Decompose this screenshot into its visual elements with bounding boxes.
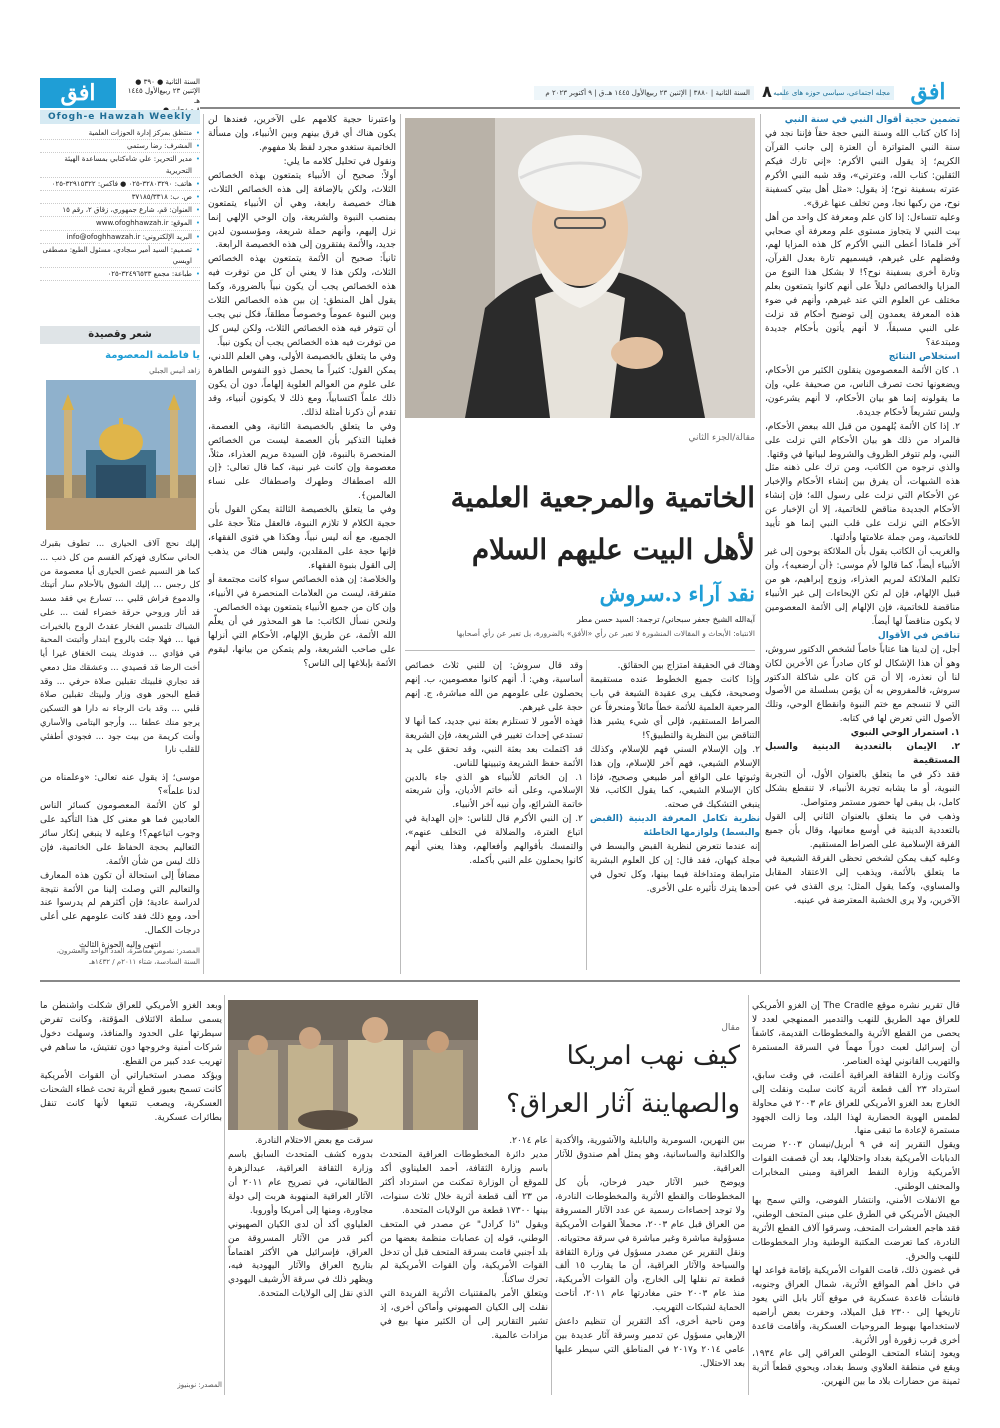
paragraph: بين النهرين، السومرية والبابلية والآشورية، والأكدية والكلدانية والساسانية، وهو يمثل أهم صندوق للآثار العراقية. (555, 1136, 745, 1174)
paragraph: بدوره كشف المتحدث السابق باسم وزارة الثقافة العراقية، عبدالزهرة الطالقاني، في تصريح عام ٢٠١١ أن الآثار العراقية المنهوبة هربت إلى دولة مجاورة، ومنها إلى أمريكا وأوروبا. (228, 1149, 373, 1216)
article2-kicker: مقال (721, 1023, 740, 1033)
imprint-item: • منتظق بمركز إدارة الحوزات العلمية (40, 128, 200, 140)
paragraph: ولنحن نسأل الكاتب: ما هو المحذور في أن يعلّم الله الأئمة، عن طريق الإلهام، الأحكام التي أنزلها على صاحب الشريعة، ولم يتمكن من بيانها، ليقوم الأئمة بإبلاغها إلى الناس؟ (208, 616, 396, 669)
paragraph: إنه عندما نتعرض لنظرية القبض والبسط في مجلة كيهان، فقد قال: إن كل العلوم البشرية مترابطة ومتداخلة فيما بينها، وكل تحول في أحدها يترك تأثيره على الأخرى. (590, 842, 760, 894)
masthead-rule (200, 107, 960, 109)
paragraph: موسى؛ إذ يقول عنه تعالى: «وعلمناه من لدنا علماً»؟ (40, 773, 200, 797)
paragraph: والغريب أن الكاتب يقول بأن الملائكة يوحون إلى غير الأنبياء أيضاً، كما قالوا لأم موسى: ﴿أن أرضعيه﴾، وأن تكليم الملائكة لمريم العذراء، وزوج إبراهيم، هو من قبيل الإلهام، فإن لم تكن الإيحاءات إلى غير الأنبياء مناقضة للخاتمية، فإن الإلهام إلى الأئمة المعصومين لا يكون مناقضاً لها أيضاً. (765, 547, 960, 627)
paragraph: والذي نرجوه من الكاتب، ومن ترك على ذهنه مثل هذه الشبهات، أن يفرق بين إنشاء الأحكام والإخبار عن الأحكام التي نزلت على رسول الله؛ فإن إنشاء الأحكام الجديدة مناقض للخاتمية، إلا أن الإخبار عن الأحكام التي نزلت على قلب النبي إنما هو تأييد للخاتمية، ومن جملة علامتها وأدلتها. (765, 463, 960, 544)
imprint-list (40, 128, 200, 324)
poem-author: زاهد أنيس الجبلي (149, 367, 200, 375)
paragraph: عام ٢٠١٤. (509, 1136, 548, 1146)
paragraph: ونقول في تحليل كلامه ما يلي: (283, 156, 396, 167)
shrine-photo (46, 380, 196, 530)
column-rule (748, 995, 749, 1395)
section-heading: تناقض في الأقوال (877, 630, 960, 641)
article-column-5 (40, 772, 200, 950)
paragraph: وبعد الغزو الأمريكي للعراق شكلت واشنطن ما يسمى سلطة الائتلاف المؤقتة، وكانت تفرض سيطرتها على الحدود والمنافذ، وسهلت دخول شركات أمنية وخروجها دون تفتيش، ما ساهم في تهريب عدد كبير من القطع. (40, 1001, 222, 1067)
column-rule (760, 114, 761, 974)
paragraph: والخلاصة: إن هذه الخصائص سواء كانت مجتمعة أو متفرقة، ليست من العلامات المنحصرة في الأنبياء، وإن كان من جميع الأنبياء يتمتعون بهذه الخصائص. (208, 574, 396, 613)
article2-column-1 (752, 1000, 960, 1395)
brand-tagline: مجله اجتماعی، سیاسی حوزه های علمیه (782, 86, 894, 100)
continuation-note: انتهى وإليه الحوزة الثالث (79, 940, 161, 950)
imprint-item: • المشرف: رضا رستمي (40, 141, 200, 153)
issue-line: الإثنين ٢٣ ربيع‌الأول ١٤٤٥ هـ (127, 87, 200, 105)
paragraph: أولاً: صحيح أن الأنبياء يتمتعون بهذه الخصائص الثلاث، ولكن بالإضافة إلى هذه الخصائص الثلاث، هناك خصيصة رابعة، وهي أن الأنبياء يتمتعون بمنصب النبوة والشريعة، وإن الوحي الإلهي إنما نزل إليهم، وأنهم حملة شريعة، ومؤسسون لدين جديد، والأئمة يفتقرون إلى هذه الخصيصة الرابعة. (208, 170, 396, 251)
paragraph: ويقول التقرير إنه في ٩ أبريل/نيسان ٢٠٠٣ ضربت الدبابات الأمريكية بغداد واحتلالها، بعد أن قصفت القوات الأمريكية وزارة النفط العراقية ومبنى المخابرات والمحتف الوطني. (752, 1140, 961, 1193)
paragraph: وعليه تتساءل: إذا كان علم ومعرفة كل واحد من أهل بيت النبي لا يتجاوز مستوى علم ومعرفة أي صحابي آخر فلماذا أعطى النبي الأكرم كل هذه المزايا لهم، وفضلهم على غيرهم، فيسميهم تارة بعدل القرآن، وتارة أخرى بسفينة نوح؟! لا بشكل هذا النوع من المزايا والخصائص دليلاً على أنهم كانوا يتمتعون بعلم مختلف عن العلوم التي عند غيرهم، وأنهم في ضوء هذه المعرفة يعمدون إلى توضيح أحكام قد نزلت على النبي مسبقاً، لا أنهم يأتون بأحكام جديدة ومبتدعة؟ (765, 212, 960, 348)
article-source: المصدر: نصوص معاصرة، العدد الواحد والعشرون، السنة السادسة، شتاء ٢٠١١م / ١٤٣٢هـ (56, 947, 200, 966)
paragraph: وهناك في الحقيقة امتزاج بين الحقائق. (617, 661, 760, 671)
paragraph: واعتبرنا حجية كلامهم على الآخرين، فعندها لن يكون هناك أي فرق بينهم وبين الأنبياء، وإن مسألة الخاتمية ستغدو مجرد لفظ بلا مفهوم. (208, 115, 396, 153)
column-rule (586, 660, 587, 970)
paragraph: وذهب في ما يتعلق بالعنوان الثاني إلى القول بالتعددية الدينية في أوسع معانيها، وقال بأن جميع الفرقة الإسلامية على الصراط المستقيم. (765, 811, 960, 850)
article-disclaimer: الانتباه: الأبحاث و المقالات المنشورة لا تعبر عن رأي «الأفق» بالضرورة، بل تعبر عن رأي أصحابها (456, 629, 755, 638)
paragraph: فهذه الأمور لا تستلزم بعثة نبي جديد، كما أنها لا تستدعي إحداث تغيير في الشريعة، فإن الشريعة قد اكتملت بعد بعثة النبي، وقد تحقق على يد الأئمة حفظ الشريعة وتبيينها للناس. (405, 716, 583, 769)
paragraph: سرقت مع بعض الاحتلام النادرة. (254, 1136, 373, 1146)
issue-line: السنة الثانية ● ٣٩٠ ● (135, 78, 200, 86)
paragraph: وفي ما يتعلق بالخصيصة الثانية، وهي العصمة، فعلينا التذكير بأن العصمة ليست من الخصائص المنحصرة بالنبوة، فإن السيدة مريم العذراء، مثلاً، معصومة وإن كانت غير نبية، كما قال تعالى: ﴿إن الله اصطفاك وطهرك واصطفاك على نساء العالمين﴾. (208, 421, 396, 502)
article-column-2 (590, 660, 760, 970)
section-divider (40, 980, 960, 982)
paragraph: ٢. إن النبي الأكرم قال للناس: «إن الهداية في اتباع العترة، والضلالة في التخلف عنهم»، والتمسك بأقوالهم وأفعالهم، وهذا يعني أنهم كانوا يحملون علم النبي بأكمله. (405, 814, 583, 867)
article2-source: المصدر: نوبنيوز (177, 1381, 222, 1389)
imprint-item[interactable]: • البريد الإلكتروني: info@ofoghhawzah.ir (40, 232, 200, 244)
paragraph: في غضون ذلك، قامت القوات الأمريكية بإقامة قواعد لها في داخل أهم المواقع الأثرية، شمال العراق وجنوبه، فانشأت قاعدة عسكرية في موقع آثار بابل التي يعود تاريخها إلى ٢٣٠٠ قبل الميلاد، وحفرت بعض أراضيه لاستخدامها بهبوط المروحيات العسكرية، وأقامت قاعدة أخرى قرب زقورة أور الأثرية. (752, 1265, 961, 1346)
paragraph: قال تقرير نشره موقع The Cradle إن الغزو الأمريكي للعراق مهد الطريق للنهب والتدمير الممنهجي لعدد لا يحصى من القطع الأثرية والمخطوطات القديمة، كاشفاً أن إسرائيل لعبت دوراً مهماً في السرقة المستمرة والتهريب القانوني لهذه العناصر. (752, 1001, 960, 1067)
article-headline-line2: لأهل البيت عليهم السلام (471, 533, 755, 566)
section-subheading: ١. استمرار الوحي النبوي (850, 728, 960, 739)
newspaper-logo[interactable]: افق (910, 78, 946, 105)
page-number: ٨ (762, 82, 772, 101)
section-heading: نظرية تكامل المعرفة الدينية (القبض والبسط) ولوازمها الخاطئة (590, 814, 760, 839)
paragraph: ويقول "ذا كرادل" عن مصدر في المتحف الوطني، قوله إن عصابات منظمة بعضها من بلد أجنبي قامت بسرقة المتحف قبل أن تدخل القوات الأمريكية، وأن القوات الأمريكية لم تحرك ساكناً. (380, 1219, 548, 1286)
paragraph: ويعود إنشاء المتحف الوطني العراقي إلى عام ١٩٣٤، ويقع في منطقة العلاوي وسط بغداد، ويحوي قطعاً أثرية ثمينة من حضارات بلاد ما بين النهرين. (752, 1349, 960, 1388)
paragraph: مع الانفلات الأمني، وانتشار الفوضى، والتي سمح بها الجيش الأمريكي في الطرق على مبنى المتحف الوطني، فقد هاجم العشرات المتحف، وسرقوا آلاف القطع الأثرية النادرة، كما تعرضت المكتبة الوطنية ودار المخطوطات للنهب والحرق. (752, 1196, 960, 1262)
column-rule (400, 114, 401, 974)
column-rule (203, 114, 204, 974)
paragraph: ويوضح خبير الآثار حيدر فرحان، بأن كل المخطوطات والقطع الأثرية والمخطوطات النادرة، ولا توجد إحصاءات رسمية عن عدد الآثار المسروقة من العراق قبل عام ٢٠٠٣، محملاً القوات الأمريكية مسؤولية مباشرة وغير مباشرة في سرقة محتوياته. (555, 1177, 746, 1244)
article-kicker: مقالة/الجزء الثاني (688, 433, 755, 443)
article-column-3 (405, 660, 583, 970)
article2-column-5 (40, 1000, 222, 1375)
article-headline: الخاتمية والمرجعية العلمية (450, 481, 755, 514)
issue-info (120, 78, 200, 108)
paragraph: العلياوي أكد أن لدى الكيان الصهيوني أكبر قدر من الآثار المسروقة من العراق، فإسرائيل هي الأكثر اهتماماً بتاريخ العراق والآثار اليهودية فيه، ويظهر ذلك في سرقة الأرشيف اليهودي الذي نقل إلى الولايات المتحدة. (228, 1219, 373, 1300)
paragraph: ويتعلق الأمر بالمقتنيات الأثرية الفريدة التي نقلت إلى الكيان الصهيوني وأماكن أخرى، إذ تشير التقارير إلى أن الكثير منها بيع في مزادات عالمية. (380, 1289, 548, 1342)
paragraph: لو كان الأئمة المعصومون كسائر الناس العاديين فما هو معنى كل هذا التأكيد على وجوب اتباعهم؟! وعليه لا ينبغي إنكار سائر التعاليم بحجة الحفاظ على الخاتمية، فإن ذلك ليس من شأن الأئمة. (40, 800, 200, 867)
article-byline: آية‌الله الشيخ جعفر سبحاني/ ترجمة: السيد حسن مطر (576, 615, 755, 624)
paragraph: ١. كان الأئمة المعصومون ينقلون الكثير من الأحكام، ويضعونها تحت تصرف الناس، من صحيفة علي، وإن ما يقولونه إنما هو بيان الأحكام، لا أنهم يشرعون، وليس تشريعاً لأحكام جديدة. (765, 365, 960, 418)
paragraph: وفي ما يتعلق بالخصيصة الثالثة يمكن القول بأن حجية الكلام لا تلازم النبوة، فالعقل مثلاً حجة على الجميع، مع أنه ليس نبياً، وهكذا هي فتوى الفقهاء، فإنها حجة على المقلدين، وليس هناك من يذهب إلى القول بنبوة الفقهاء. (208, 505, 396, 571)
imprint-item: • مدير التحرير: علي شاه‌كتابي بمساعدة الهيئة التحريرية (40, 154, 200, 177)
article-subheadline: نقد آراء د.سروش (599, 581, 755, 606)
imprint-item: • طباعة: مجمع ٣٢٤٩٦٥٣٣-٠٢٥ (40, 269, 200, 281)
paragraph: ٢. إذا كان الأئمة يُلهمون من قبل الله ببعض الأحكام، فالمراد من ذلك هو بيان الأحكام التي نزلت على النبي، ولم تتوفر الظروف والشروط لبيانها في وقتها. (765, 421, 960, 460)
author-photo (405, 118, 755, 418)
article2-headline: كيف نهب امريكا (566, 1041, 740, 1071)
paragraph: إذا كان كتاب الله وسنة النبي حجة حقاً فإننا نجد في سنة النبي المتواترة أن العترة إلى جانب القرآن الكريم؛ إذ يقول النبي الأكرم: «إني تارك فيكم الثقلين: كتاب الله، وعترتي»، وقد شبه النبي الأكرم عترته بسفينة نوح؛ إذ يقول: «مثل أهل بيتي كسفينة نوح، من ركبها نجا، ومن تخلف عنها غرق». (765, 128, 960, 209)
section-heading: تضمين حجية أقوال النبي في سنة النبي (784, 115, 960, 125)
soldiers-photo (228, 1000, 478, 1130)
headline-rule (405, 650, 755, 651)
paragraph: أجل، إن لدينا هنا عتاباً خاصاً لشخص الدكتور سروش، وهو أن هذا الإشكال لو كان صادراً عن الأخرين لكان لنا أن نعذره، إلا أن مَن كان على شاكلة الدكتور سروش، فالمفروض به أن يؤمن بسلسلة من الأصول التي لا تنسجم مع ختم النبوة وانقطاع الوحي، وتلك الأصول التي تعرض لها في كتابه. (765, 644, 960, 725)
section-heading: استخلاص النتائج (888, 351, 960, 362)
paragraph: فقد ذكر في ما يتعلق بالعنوان الأول، أن التجربة النبوية، أو ما يشابه تجربة الأنبياء، لا تنقطع بشكل كامل، بل يبقى لها حضور مستمر ومتواصل. (765, 770, 960, 808)
paragraph: وكانت وزارة الثقافة العراقية أعلنت، في وقت سابق، استرداد ٢٣ ألف قطعة أثرية كانت سلبت ونقلت إلى الخارج بعد الغزو الأمريكي للعراق عام ٢٠٠٣ في محاولة لطمس الهوية الحضارية لهذا البلد، وما زالت الجهود مستمرة لإعادة ما تبقى منها. (752, 1070, 960, 1137)
article2-column-3 (380, 1135, 548, 1410)
imprint-item: • تصميم: السيد أمير سجادي، مسئول الطبع: مصطفى اويسي (40, 245, 200, 268)
article2-column-4 (228, 1135, 373, 1393)
poem-text: إليك نحج آلاف الحيارى ... تطوف بقبرك الحاني سكارى فهزكم القسم من كل ذنب ... كما هز النسيم غصن الحيارى أيا معصومة من كل رجس ... إليك الشوق بالأحلام سار أتيتك والدموع فراش قلبي ... تسارع بي فقد مسد قد أثار وروحي حرقة خضراء لفت ... على الشباك تلتمس الفخار عقدتُ الروح بالخيرات فيها ... فهلا جئت بالروح ابتدار وأثبتت المحبة في فؤادي ... فدونك ينبت الخفاق غيرا أيا أخت الرضا قد قصيدي ... وعشقك مثل دمعي قد تجاري فلبيتك تقبلين صلاة حرفي ... وقد قطع البحور هوى وزار ولبيتك تقبلين صلاة قلبي ... وقد بات الرجاء نه دارا هو التسكين يرجو منك عطفا ... وأرجو اليتامى والأساري وأنت كريمة من بيت جود ... فجودي أطفئي للقلب نارا (40, 539, 200, 756)
paragraph: ٢. وإن الإسلام السني فهم للإسلام، وكذلك الإسلام الشيعي، فهم آخر للإسلام، وإن هذا وثبوتها على الواقع أمر طبيعي وصحيح، فإذا كان الإسلام الشيعي، كما يقول الكاتب، فلا ينبغي التشكيك في صحته. (590, 744, 760, 811)
poem-section-title: شعر وقصيدة (40, 326, 200, 344)
imprint-item: • العنوان: قم، شارع جمهوري، زقاق ٢، رقم ١٥ (40, 205, 200, 217)
imprint-item[interactable]: • الموقع: www.ofoghhawzah.ir (40, 218, 200, 230)
paragraph: ويؤكد مصدر استخباراتي أن القوات الأمريكية كانت تسمح بعبور قطع أثرية تحت غطاء الشحنات العسكرية، ويصعب تتبعها لأنها كانت تنقل بطائرات عسكرية. (40, 1070, 222, 1123)
article2-headline-line2: والصهاينة آثار العراق؟ (506, 1089, 740, 1119)
paragraph: وإذا كانت جميع الخطوط عنده مستقيمة وصحيحة، فكيف يرى عقيدة الشيعة في باب المرجعية العلمية للأئمة خطاً مائلاً ومنحرفاً عن الصراط المستقيم، فإلى أي شيء يشير هذا التناقض بين النظرية والتطبيق؟! (590, 674, 760, 741)
weekly-title: Ofogh-e Hawzah Weekly (40, 110, 200, 124)
paragraph: ونقل التقرير عن مصدر مسؤول في وزارة الثقافة والسياحة والآثار العراقية، أن ما يقارب ١٥ ألف قطعة تم نقلها إلى الخارج، وأن القوات الأمريكية، منذ عام ٢٠٠٣ حتى مغادرتها عام ٢٠١١، أتاحت الحماية لشبكات التهريب. (555, 1247, 746, 1314)
article-column-4 (208, 114, 396, 970)
imprint-item: • ص. ب: ٣٧١٨٥/٣٣١٨ (40, 192, 200, 204)
section-subheading: ٢. الإيمان بالتعددية الدينية والسبل المستقيمة (765, 742, 960, 767)
paragraph: مدير دائرة المخطوطات العراقية المتحدث باسم وزارة الثقافة، أحمد العليناوي أكد للموقع أن الوزارة تمكنت من استرداد أكثر من ٢٣ ألف قطعة أثرية خلال ثلاث سنوات، بينها ١٧٣٠٠ قطعة من الولايات المتحدة. (380, 1149, 548, 1216)
paragraph: ومن ناحية أخرى، أكد التقرير أن تنظيم داعش الإرهابي مسؤول عن تدمير وسرقة آثار عديدة بين عامي ٢٠١٤ و٢٠١٧ في المناطق التي سيطر عليها بعد الاحتلال. (555, 1317, 745, 1369)
paragraph: ثانياً: صحيح أن الأئمة يتمتعون بهذه الخصائص الثلاث، ولكن هذا لا يعني أن كل من توفرت فيه هذه الخصائص يجب أن يكون نبياً بالضرورة، وكما يقول أهل المنطق: إن بين هذه الخصائص الثلاث وبين النبوة عموماً وخصوصاً مطلقاً، فكل نبي يجب أن تتوفر فيه هذه الخصائص الثلاث، ولكن ليس كل من توفرت فيه هذه الخصائص يجب أن يكون نبياً. (208, 254, 396, 348)
sidebar (40, 78, 200, 858)
paragraph: وفي ما يتعلق بالخصيصة الأولى، وهي العلم اللدني، يمكن القول: كثيراً ما يحصل ذوو النفوس الطاهرة على علوم من العوالم العلوية إلهاماً، دون أن يكون ذلك علماً اكتسابياً، ومع ذلك لا يكونون أنبياء، وقد تقدم أن ذكرنا أمثلة لذلك. (208, 351, 396, 418)
column-rule (224, 995, 225, 1395)
paragraph: وعليه كيف يمكن لشخص تحظى الفرقة الشيعية في ما يتعلق بالأئمة، ويذهب إلى الاعتقاد المقابل والمساوي، وكما يقول المثل: يرى القذى في عين الآخرين، ولا يرى الخشبة المعترضة في عينيه. (765, 853, 960, 906)
article-column-1 (765, 114, 960, 969)
dateline: السنة الثانية | ٣٨٨٠ | الإثنين ٢٣ ربيع‌الأول ١٤٤٥ هـ.ق | ٩ أكتوبر ٢٠٢٣ م (534, 86, 754, 100)
article2-column-2 (555, 1135, 745, 1410)
imprint-item: • هاتف: ٣٢٨٠٣٢٩٠-٠٢٥ ● فاكس: ٣٢٩١٥٣٢٢-٠٢٥ (40, 179, 200, 191)
column-rule (551, 1135, 552, 1395)
paragraph: ١. إن الخاتم للأنبياء هو الذي جاء بالدين الإسلامي، وعلى أنه خاتم الأديان، وأن شريعته خاتمة الشرائع، وأن نبيه آخر الأنبياء. (405, 772, 583, 811)
sidebar-logo[interactable]: افق (40, 78, 116, 108)
poem-title: يا فاطمة المعصومة (105, 350, 200, 361)
paragraph: وقد قال سروش: إن للنبي ثلاث خصائص أساسية، وهي: أ. أنهم كانوا معصومين، ب. إنهم يحصلون على علومهم من الله مباشرة، ج. إنهم حجة على غيرهم. (405, 661, 583, 713)
paragraph: مضافاً إلى استحالة أن تكون هذه المعارف والتعاليم التي وصلت إلينا من الأئمة نتيجة لدراسة عادية؛ فإن أكثرهم لم يدرسوا عند أحد، ومع ذلك فقد كانت علومهم على أعلى درجات الكمال. (40, 870, 200, 937)
